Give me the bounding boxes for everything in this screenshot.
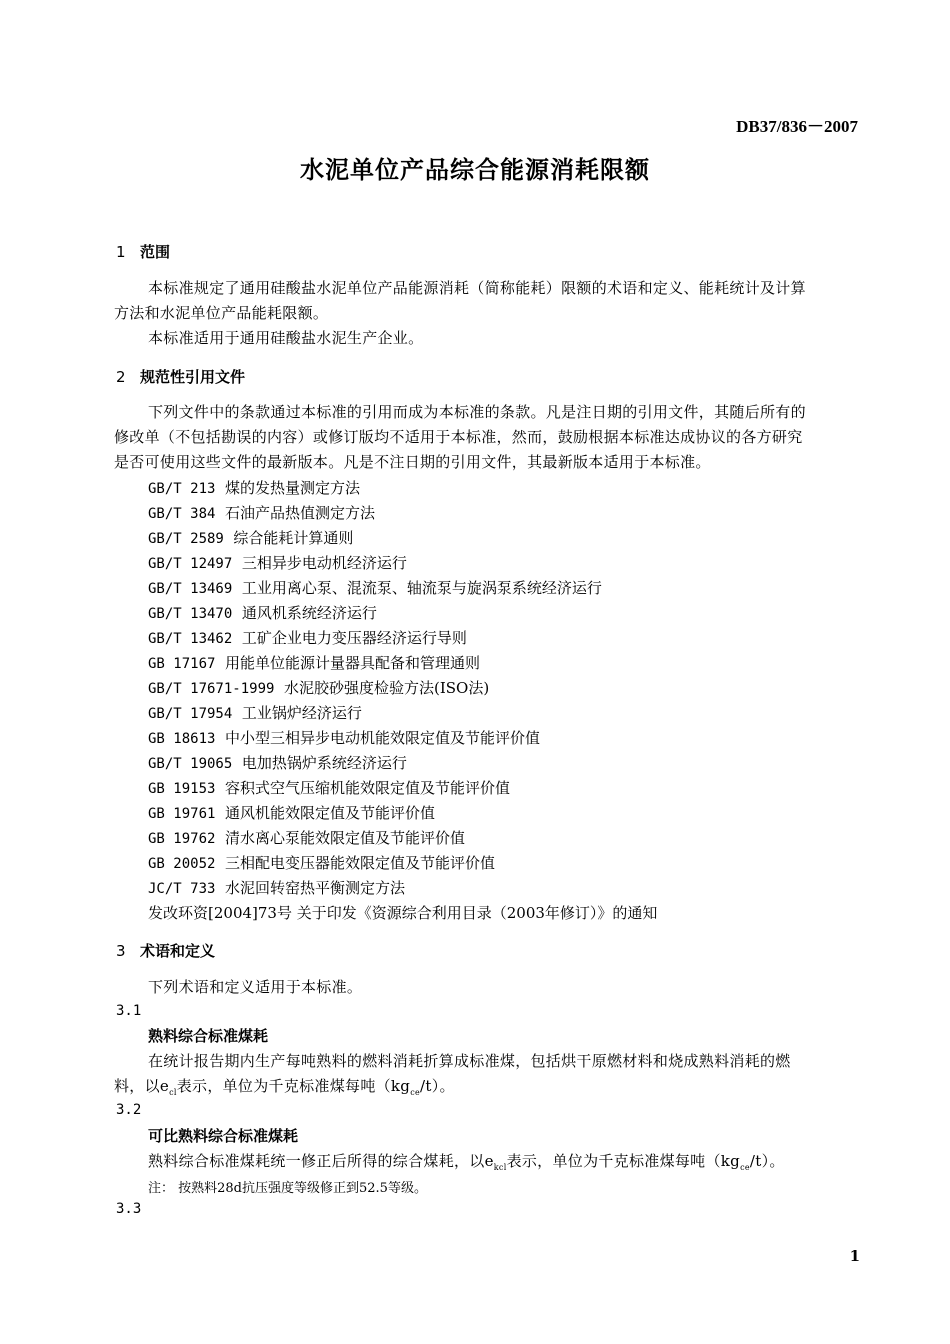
term-title: 熟料综合标准煤耗 (148, 1027, 269, 1045)
definition-text: 熟料综合标准煤耗统一修正后所得的综合煤耗，以e (148, 1152, 494, 1170)
section-3-number: 3 (116, 942, 126, 960)
reference-code: GB/T 13470 (148, 606, 233, 622)
subscript: ce (410, 1088, 421, 1097)
reference-title: 用能单位能源计量器具配备和管理通则 (224, 654, 480, 672)
reference-code: GB/T 19065 (148, 756, 233, 772)
term-title: 可比熟料综合标准煤耗 (148, 1127, 299, 1145)
term-note: 注： 按熟料28d抗压强度等级修正到52.5等级。 (148, 1181, 427, 1196)
reference-title: 石油产品热值测定方法 (224, 504, 375, 522)
section-2-paragraph-line: 是否可使用这些文件的最新版本。凡是不注日期的引用文件，其最新版本适用于本标准。 (114, 453, 711, 471)
reference-title: 工矿企业电力变压器经济运行导则 (241, 629, 467, 647)
reference-code: JC/T 733 (148, 881, 216, 897)
reference-title: 工业锅炉经济运行 (241, 704, 362, 722)
definition-text: 料，以e (114, 1077, 170, 1095)
section-2-number: 2 (116, 368, 126, 386)
term-definition-line (114, 1075, 455, 1097)
section-3-intro: 下列术语和定义适用于本标准。 (148, 978, 363, 996)
section-2-paragraph-line: 修改单（不包括勘误的内容）或修订版均不适用于本标准，然而，鼓励根据本标准达成协议的各方研究 (114, 428, 803, 446)
reference-title: 三相异步电动机经济运行 (241, 554, 407, 572)
section-1-paragraph-line: 方法和水泥单位产品能耗限额。 (114, 304, 329, 322)
reference-title: 水泥回转窑热平衡测定方法 (224, 879, 405, 897)
reference-code: GB 19761 (148, 806, 216, 822)
reference-title: 工业用离心泵、混流泵、轴流泵与旋涡泵系统经济运行 (241, 579, 602, 597)
reference-code: GB/T 17954 (148, 706, 233, 722)
reference-code: GB/T 2589 (148, 531, 224, 547)
reference-item (148, 577, 602, 598)
reference-title: 通风机系统经济运行 (241, 604, 377, 622)
term-number: 3.2 (116, 1102, 142, 1118)
reference-code: GB/T 13469 (148, 581, 233, 597)
section-2-title: 规范性引用文件 (140, 368, 246, 386)
reference-title: 煤的发热量测定方法 (224, 479, 360, 497)
reference-item (148, 752, 407, 773)
reference-item (148, 477, 360, 498)
reference-title: 三相配电变压器能效限定值及节能评价值 (224, 854, 495, 872)
reference-title: 通风机能效限定值及节能评价值 (224, 804, 435, 822)
definition-text: 表示，单位为千克标准煤每吨（kg (176, 1077, 411, 1095)
subscript: cl (169, 1088, 177, 1097)
reference-item (148, 802, 435, 823)
reference-item (148, 652, 480, 673)
term-number: 3.1 (116, 1003, 142, 1019)
reference-item (148, 702, 362, 723)
section-3-heading (116, 940, 215, 961)
reference-item (148, 727, 540, 748)
reference-item (148, 777, 510, 798)
section-1-number: 1 (116, 243, 126, 261)
subscript: kcl (493, 1163, 507, 1172)
reference-title: 中小型三相异步电动机能效限定值及节能评价值 (224, 729, 540, 747)
section-2-paragraph-line: 下列文件中的条款通过本标准的引用而成为本标准的条款。凡是注日期的引用文件，其随后所有的 (148, 403, 806, 421)
reference-item (148, 552, 407, 573)
term-definition-line (148, 1150, 785, 1172)
section-2-heading (116, 366, 245, 387)
reference-title: 清水离心泵能效限定值及节能评价值 (224, 829, 465, 847)
reference-title: 容积式空气压缩机能效限定值及节能评价值 (224, 779, 510, 797)
reference-code: GB/T 12497 (148, 556, 233, 572)
section-1-paragraph-2: 本标准适用于通用硅酸盐水泥生产企业。 (148, 329, 424, 347)
reference-item (148, 602, 377, 623)
reference-title: 水泥胶砂强度检验方法(ISO法) (283, 679, 490, 697)
section-1-paragraph-line: 本标准规定了通用硅酸盐水泥单位产品能源消耗（简称能耗）限额的术语和定义、能耗统计及计算 (148, 279, 806, 297)
reference-item (148, 627, 467, 648)
reference-item (148, 527, 353, 548)
reference-item (148, 827, 465, 848)
reference-item (148, 852, 495, 873)
reference-code: GB 20052 (148, 856, 216, 872)
reference-code: GB 18613 (148, 731, 216, 747)
definition-text: 表示，单位为千克标准煤每吨（kg (506, 1152, 741, 1170)
term-number: 3.3 (116, 1201, 142, 1217)
reference-code: GB/T 384 (148, 506, 216, 522)
reference-code: GB 19762 (148, 831, 216, 847)
reference-code: GB/T 17671-1999 (148, 681, 275, 697)
section-3-title: 术语和定义 (140, 942, 216, 960)
term-definition-line: 在统计报告期内生产每吨熟料的燃料消耗折算成标准煤，包括烘干原燃材料和烧成熟料消耗的燃 (148, 1052, 791, 1070)
reference-code: GB 19153 (148, 781, 216, 797)
subscript: ce (740, 1163, 750, 1172)
definition-text: /t）。 (420, 1077, 455, 1095)
reference-title: 综合能耗计算通则 (233, 529, 354, 547)
definition-text: /t）。 (749, 1152, 785, 1170)
reference-item (148, 877, 405, 898)
reference-item (148, 677, 489, 698)
page-number: 1 (849, 1247, 860, 1265)
reference-code: GB/T 13462 (148, 631, 233, 647)
reference-item (148, 502, 375, 523)
reference-notice: 发改环资[2004]73号 关于印发《资源综合利用目录（2003年修订）》的通知 (148, 904, 658, 922)
section-1-title: 范围 (140, 243, 171, 261)
reference-code: GB 17167 (148, 656, 216, 672)
section-1-heading (116, 241, 170, 262)
reference-title: 电加热锅炉系统经济运行 (241, 754, 407, 772)
reference-code: GB/T 213 (148, 481, 216, 497)
document-title: 水泥单位产品综合能源消耗限额 (300, 156, 650, 184)
standard-number: DB37/836－2007 (736, 117, 858, 136)
